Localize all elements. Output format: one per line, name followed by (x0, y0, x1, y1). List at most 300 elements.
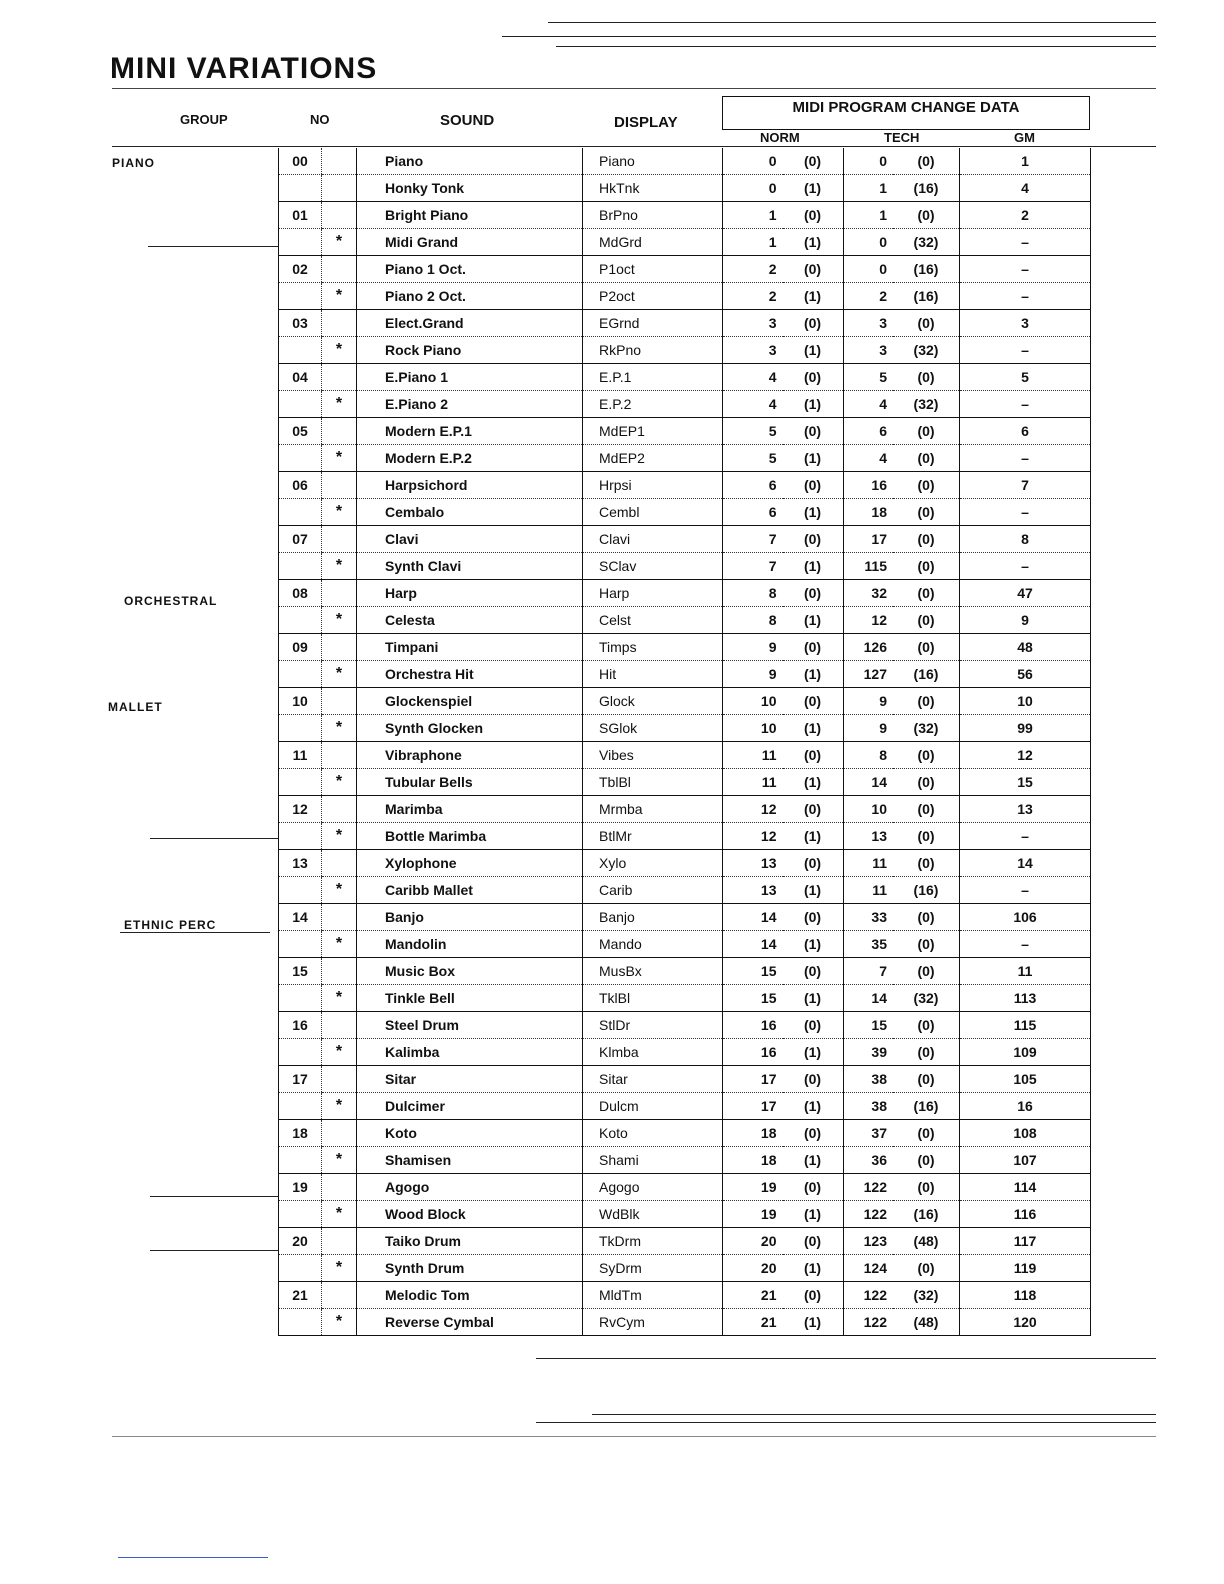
sound-name: Modern E.P.2 (357, 445, 583, 472)
variation-marker (322, 1228, 357, 1255)
tech-bank: (16) (893, 1093, 960, 1120)
norm-program: 8 (723, 580, 783, 607)
display-name: Clavi (583, 526, 723, 553)
norm-bank: (1) (783, 337, 844, 364)
table-row (279, 958, 1091, 985)
number-cell: 14 (279, 904, 322, 931)
number-cell (279, 661, 322, 688)
gm-program: – (960, 499, 1091, 526)
variation-marker (322, 1282, 357, 1309)
norm-program: 11 (723, 769, 783, 796)
sound-name: Tubular Bells (357, 769, 583, 796)
table-row (279, 337, 1091, 364)
variation-marker (322, 796, 357, 823)
norm-bank: (0) (783, 418, 844, 445)
variation-marker: * (322, 337, 357, 364)
norm-bank: (1) (783, 1309, 844, 1336)
norm-program: 21 (723, 1309, 783, 1336)
table-row (279, 472, 1091, 499)
gm-program: 48 (960, 634, 1091, 661)
variation-marker: * (322, 391, 357, 418)
norm-program: 0 (723, 148, 783, 175)
display-name: WdBlk (583, 1201, 723, 1228)
display-name: Vibes (583, 742, 723, 769)
sound-name: Steel Drum (357, 1012, 583, 1039)
header-midi-label: MIDI PROGRAM CHANGE DATA (792, 99, 1020, 116)
number-cell: 11 (279, 742, 322, 769)
tech-program: 8 (843, 742, 893, 769)
bottom-rule (536, 1422, 1156, 1423)
tech-bank: (0) (893, 688, 960, 715)
variation-marker: * (322, 661, 357, 688)
norm-bank: (1) (783, 1201, 844, 1228)
sound-name: Wood Block (357, 1201, 583, 1228)
number-cell: 09 (279, 634, 322, 661)
sound-name: Koto (357, 1120, 583, 1147)
display-name: Shami (583, 1147, 723, 1174)
tech-program: 17 (843, 526, 893, 553)
table-row (279, 1282, 1091, 1309)
display-name: Cembl (583, 499, 723, 526)
norm-program: 17 (723, 1066, 783, 1093)
norm-program: 5 (723, 418, 783, 445)
group-rule (150, 1250, 278, 1251)
table-row (279, 1174, 1091, 1201)
tech-bank: (0) (893, 1255, 960, 1282)
gm-program: 10 (960, 688, 1091, 715)
bottom-rule (592, 1414, 1156, 1415)
gm-program: 12 (960, 742, 1091, 769)
gm-program: – (960, 877, 1091, 904)
norm-bank: (1) (783, 1147, 844, 1174)
number-cell (279, 499, 322, 526)
sound-name: Vibraphone (357, 742, 583, 769)
tech-bank: (0) (893, 526, 960, 553)
variation-marker (322, 364, 357, 391)
tech-program: 33 (843, 904, 893, 931)
number-cell: 13 (279, 850, 322, 877)
tech-program: 37 (843, 1120, 893, 1147)
tech-program: 38 (843, 1066, 893, 1093)
number-cell (279, 175, 322, 202)
display-name: EGrnd (583, 310, 723, 337)
sound-name: Marimba (357, 796, 583, 823)
display-name: TblBl (583, 769, 723, 796)
display-name: Sitar (583, 1066, 723, 1093)
tech-program: 13 (843, 823, 893, 850)
tech-bank: (16) (893, 283, 960, 310)
variation-marker (322, 526, 357, 553)
norm-bank: (1) (783, 769, 844, 796)
display-name: Piano (583, 148, 723, 175)
display-name: TkDrm (583, 1228, 723, 1255)
header-group: GROUP (180, 112, 228, 127)
variation-marker: * (322, 1255, 357, 1282)
gm-program: 107 (960, 1147, 1091, 1174)
tech-program: 122 (843, 1174, 893, 1201)
sound-name: Orchestra Hit (357, 661, 583, 688)
tech-bank: (0) (893, 148, 960, 175)
number-cell: 03 (279, 310, 322, 337)
display-name: MldTm (583, 1282, 723, 1309)
gm-program: 118 (960, 1282, 1091, 1309)
norm-program: 15 (723, 985, 783, 1012)
sound-name: Modern E.P.1 (357, 418, 583, 445)
variation-marker (322, 742, 357, 769)
norm-bank: (0) (783, 1282, 844, 1309)
norm-program: 12 (723, 796, 783, 823)
norm-bank: (1) (783, 823, 844, 850)
top-rule (556, 46, 1156, 47)
display-name: Agogo (583, 1174, 723, 1201)
norm-program: 1 (723, 229, 783, 256)
header-bottom-rule (112, 146, 1156, 147)
norm-bank: (1) (783, 931, 844, 958)
number-cell (279, 607, 322, 634)
tech-program: 11 (843, 877, 893, 904)
table-row (279, 1309, 1091, 1336)
tech-program: 127 (843, 661, 893, 688)
tech-program: 0 (843, 148, 893, 175)
number-cell (279, 931, 322, 958)
tech-bank: (0) (893, 958, 960, 985)
sound-name: Dulcimer (357, 1093, 583, 1120)
table-row (279, 688, 1091, 715)
table-row (279, 1012, 1091, 1039)
tech-program: 12 (843, 607, 893, 634)
tech-bank: (0) (893, 850, 960, 877)
gm-program: 3 (960, 310, 1091, 337)
number-cell: 21 (279, 1282, 322, 1309)
header-no: NO (310, 112, 330, 127)
variation-marker: * (322, 823, 357, 850)
norm-bank: (0) (783, 850, 844, 877)
norm-program: 5 (723, 445, 783, 472)
header-rule (112, 88, 1156, 89)
number-cell (279, 1201, 322, 1228)
table-row (279, 904, 1091, 931)
tech-bank: (0) (893, 823, 960, 850)
norm-program: 13 (723, 850, 783, 877)
gm-program: 105 (960, 1066, 1091, 1093)
tech-bank: (16) (893, 661, 960, 688)
tech-program: 39 (843, 1039, 893, 1066)
norm-bank: (0) (783, 634, 844, 661)
variation-marker: * (322, 985, 357, 1012)
gm-program: – (960, 283, 1091, 310)
norm-program: 11 (723, 742, 783, 769)
variation-marker (322, 688, 357, 715)
display-name: E.P.2 (583, 391, 723, 418)
gm-program: 109 (960, 1039, 1091, 1066)
sound-name: Synth Clavi (357, 553, 583, 580)
table-row (279, 1120, 1091, 1147)
gm-program: 114 (960, 1174, 1091, 1201)
group-label-piano: PIANO (112, 156, 156, 170)
display-name: StlDr (583, 1012, 723, 1039)
table-row (279, 580, 1091, 607)
norm-program: 13 (723, 877, 783, 904)
table-row (279, 877, 1091, 904)
table-row (279, 1093, 1091, 1120)
variation-marker: * (322, 715, 357, 742)
tech-bank: (0) (893, 904, 960, 931)
table-row (279, 364, 1091, 391)
sound-name: Tinkle Bell (357, 985, 583, 1012)
tech-program: 14 (843, 769, 893, 796)
sound-name: Timpani (357, 634, 583, 661)
norm-program: 10 (723, 715, 783, 742)
variation-marker (322, 418, 357, 445)
tech-program: 38 (843, 1093, 893, 1120)
table-row (279, 634, 1091, 661)
tech-bank: (0) (893, 445, 960, 472)
gm-program: 15 (960, 769, 1091, 796)
display-name: MdEP1 (583, 418, 723, 445)
norm-bank: (1) (783, 391, 844, 418)
tech-bank: (0) (893, 499, 960, 526)
group-label-ethnic-perc: ETHNIC PERC (124, 918, 217, 932)
norm-program: 6 (723, 499, 783, 526)
gm-program: 120 (960, 1309, 1091, 1336)
sound-name: Caribb Mallet (357, 877, 583, 904)
gm-program: 47 (960, 580, 1091, 607)
display-name: RkPno (583, 337, 723, 364)
norm-bank: (0) (783, 1174, 844, 1201)
display-name: SGlok (583, 715, 723, 742)
display-name: Klmba (583, 1039, 723, 1066)
sound-name: Harpsichord (357, 472, 583, 499)
header-norm: NORM (760, 130, 800, 145)
sound-name: Clavi (357, 526, 583, 553)
variation-marker: * (322, 553, 357, 580)
norm-bank: (1) (783, 1255, 844, 1282)
display-name: Harp (583, 580, 723, 607)
tech-bank: (32) (893, 391, 960, 418)
table-row (279, 310, 1091, 337)
number-cell (279, 877, 322, 904)
variation-marker (322, 472, 357, 499)
gm-program: – (960, 391, 1091, 418)
norm-bank: (0) (783, 472, 844, 499)
variation-marker (322, 1066, 357, 1093)
tech-program: 122 (843, 1282, 893, 1309)
tech-program: 1 (843, 175, 893, 202)
norm-program: 6 (723, 472, 783, 499)
gm-program: – (960, 256, 1091, 283)
display-name: SClav (583, 553, 723, 580)
sound-name: Synth Glocken (357, 715, 583, 742)
display-name: P2oct (583, 283, 723, 310)
norm-program: 16 (723, 1039, 783, 1066)
display-name: RvCym (583, 1309, 723, 1336)
variation-marker: * (322, 1147, 357, 1174)
gm-program: 99 (960, 715, 1091, 742)
norm-bank: (1) (783, 499, 844, 526)
gm-program: 116 (960, 1201, 1091, 1228)
norm-bank: (1) (783, 985, 844, 1012)
sound-name: Piano (357, 148, 583, 175)
display-name: Glock (583, 688, 723, 715)
sound-name: Elect.Grand (357, 310, 583, 337)
tech-bank: (32) (893, 715, 960, 742)
norm-bank: (0) (783, 1120, 844, 1147)
sound-name: Bottle Marimba (357, 823, 583, 850)
table-row (279, 742, 1091, 769)
tech-bank: (0) (893, 310, 960, 337)
tech-program: 5 (843, 364, 893, 391)
tech-bank: (16) (893, 256, 960, 283)
variation-marker: * (322, 931, 357, 958)
tech-bank: (0) (893, 202, 960, 229)
sound-name: Bright Piano (357, 202, 583, 229)
norm-program: 14 (723, 931, 783, 958)
gm-program: – (960, 229, 1091, 256)
group-label-mallet: MALLET (108, 700, 163, 714)
number-cell: 17 (279, 1066, 322, 1093)
norm-program: 2 (723, 283, 783, 310)
number-cell (279, 823, 322, 850)
table-row (279, 499, 1091, 526)
table-row (279, 1255, 1091, 1282)
gm-program: – (960, 337, 1091, 364)
display-name: MdEP2 (583, 445, 723, 472)
tech-bank: (48) (893, 1228, 960, 1255)
table-row (279, 229, 1091, 256)
number-cell: 15 (279, 958, 322, 985)
norm-bank: (0) (783, 904, 844, 931)
sound-name: Mandolin (357, 931, 583, 958)
tech-bank: (0) (893, 742, 960, 769)
gm-program: – (960, 445, 1091, 472)
tech-bank: (0) (893, 607, 960, 634)
header-gm: GM (1014, 130, 1035, 145)
sound-name: Cembalo (357, 499, 583, 526)
tech-program: 6 (843, 418, 893, 445)
display-name: Hrpsi (583, 472, 723, 499)
variation-marker: * (322, 877, 357, 904)
gm-program: 14 (960, 850, 1091, 877)
gm-program: 13 (960, 796, 1091, 823)
display-name: E.P.1 (583, 364, 723, 391)
bottom-rule (536, 1358, 1156, 1359)
tech-bank: (16) (893, 175, 960, 202)
number-cell: 05 (279, 418, 322, 445)
number-cell (279, 769, 322, 796)
sound-name: Taiko Drum (357, 1228, 583, 1255)
variation-marker (322, 148, 357, 175)
norm-bank: (0) (783, 958, 844, 985)
gm-program: 8 (960, 526, 1091, 553)
gm-program: 16 (960, 1093, 1091, 1120)
tech-bank: (0) (893, 1012, 960, 1039)
norm-bank: (0) (783, 796, 844, 823)
tech-program: 123 (843, 1228, 893, 1255)
table-row (279, 283, 1091, 310)
tech-program: 35 (843, 931, 893, 958)
table-row (279, 661, 1091, 688)
tech-bank: (0) (893, 553, 960, 580)
number-cell: 06 (279, 472, 322, 499)
norm-bank: (0) (783, 310, 844, 337)
header-display: DISPLAY (614, 114, 678, 131)
tech-program: 15 (843, 1012, 893, 1039)
norm-program: 1 (723, 202, 783, 229)
tech-program: 3 (843, 337, 893, 364)
tech-bank: (0) (893, 931, 960, 958)
table-row (279, 445, 1091, 472)
number-cell (279, 1255, 322, 1282)
variation-marker (322, 958, 357, 985)
variation-marker (322, 904, 357, 931)
tech-program: 9 (843, 688, 893, 715)
number-cell (279, 283, 322, 310)
number-cell (279, 1039, 322, 1066)
norm-bank: (0) (783, 202, 844, 229)
norm-program: 8 (723, 607, 783, 634)
display-name: Xylo (583, 850, 723, 877)
gm-program: 9 (960, 607, 1091, 634)
sound-name: E.Piano 1 (357, 364, 583, 391)
display-name: SyDrm (583, 1255, 723, 1282)
sound-name: Midi Grand (357, 229, 583, 256)
number-cell (279, 229, 322, 256)
tech-program: 0 (843, 256, 893, 283)
gm-program: 56 (960, 661, 1091, 688)
sound-name: Music Box (357, 958, 583, 985)
variation-marker: * (322, 1201, 357, 1228)
variation-marker (322, 1120, 357, 1147)
tech-bank: (48) (893, 1309, 960, 1336)
norm-bank: (0) (783, 364, 844, 391)
variation-marker (322, 310, 357, 337)
variation-marker: * (322, 499, 357, 526)
sound-name: Sitar (357, 1066, 583, 1093)
norm-program: 16 (723, 1012, 783, 1039)
number-cell (279, 553, 322, 580)
number-cell (279, 1147, 322, 1174)
number-cell: 20 (279, 1228, 322, 1255)
top-rule (548, 22, 1156, 23)
norm-program: 18 (723, 1147, 783, 1174)
norm-bank: (1) (783, 229, 844, 256)
tech-program: 122 (843, 1201, 893, 1228)
number-cell: 16 (279, 1012, 322, 1039)
norm-program: 20 (723, 1255, 783, 1282)
norm-bank: (1) (783, 877, 844, 904)
gm-program: 113 (960, 985, 1091, 1012)
sound-name: Banjo (357, 904, 583, 931)
table-row (279, 1147, 1091, 1174)
norm-program: 20 (723, 1228, 783, 1255)
norm-bank: (0) (783, 742, 844, 769)
sound-name: Xylophone (357, 850, 583, 877)
group-rule (148, 246, 278, 247)
number-cell: 01 (279, 202, 322, 229)
norm-bank: (0) (783, 580, 844, 607)
number-cell (279, 445, 322, 472)
norm-program: 14 (723, 904, 783, 931)
variation-marker (322, 1012, 357, 1039)
group-rule (120, 932, 270, 933)
tech-bank: (0) (893, 1039, 960, 1066)
norm-program: 10 (723, 688, 783, 715)
norm-program: 9 (723, 634, 783, 661)
sound-name: E.Piano 2 (357, 391, 583, 418)
tech-program: 126 (843, 634, 893, 661)
gm-program: 6 (960, 418, 1091, 445)
norm-program: 3 (723, 310, 783, 337)
